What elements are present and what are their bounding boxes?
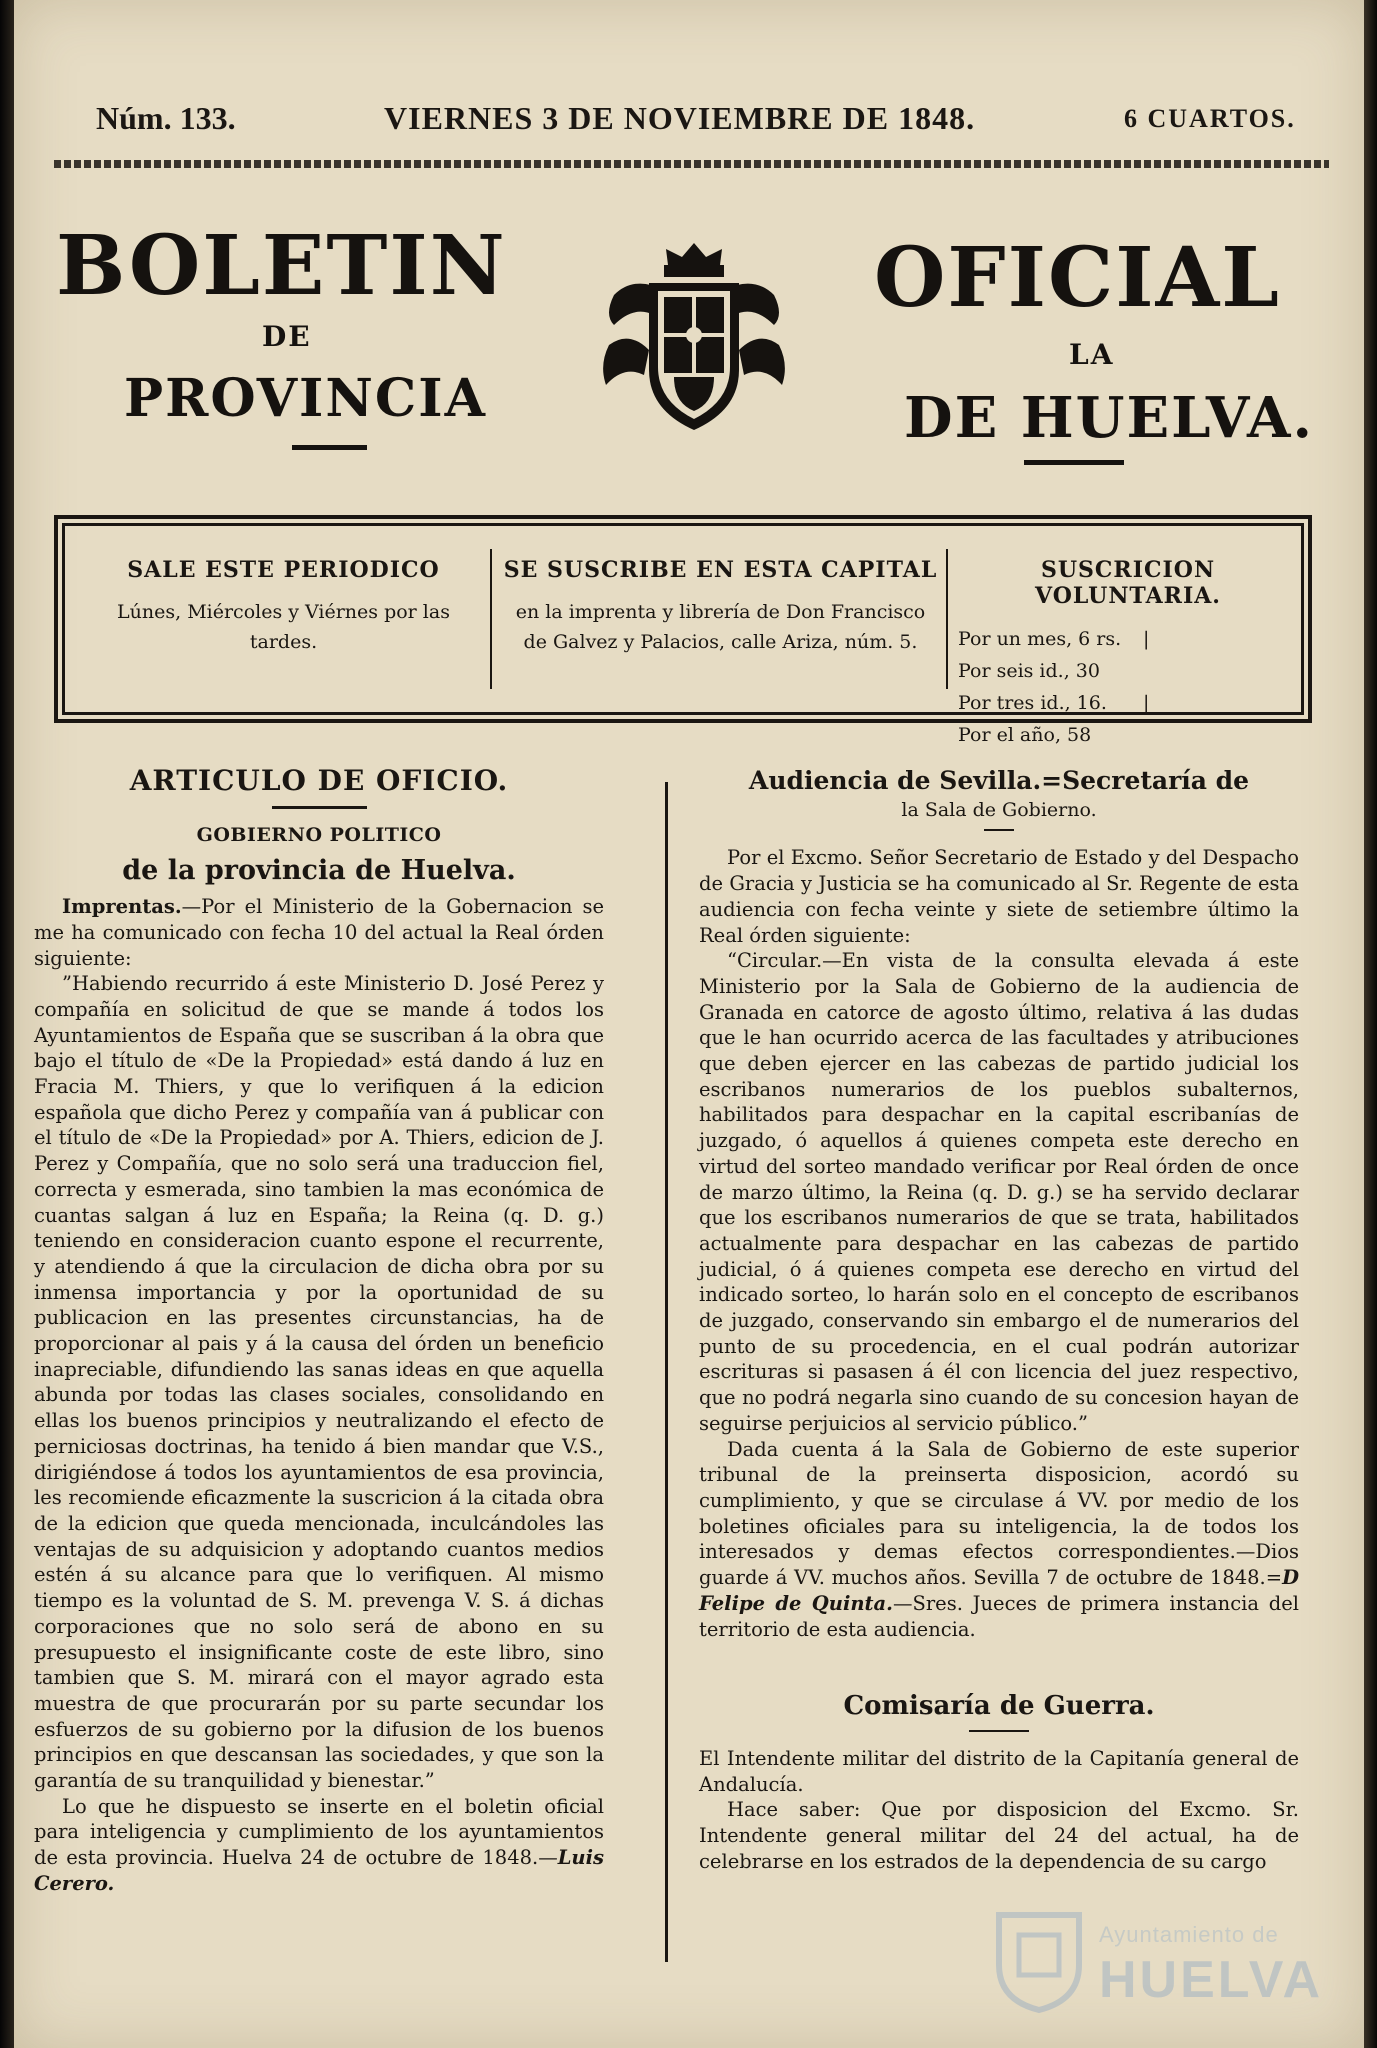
title-rule (272, 806, 367, 809)
paragraph-text: Lo que he dispuesto se inserte en el boletin oficial para inteligencia y cumplimiento de los ayuntamientos de esta provincia. Huelva 24 de octubre de 1848.— (34, 1794, 604, 1870)
masthead-bar-right (1024, 460, 1124, 465)
subscription-box (54, 515, 1312, 746)
issue-line (44, 100, 1324, 145)
price-row (958, 623, 1298, 687)
left-column (34, 764, 604, 1897)
paragraph-label: Imprentas. (62, 895, 182, 919)
coat-of-arms-icon (594, 235, 794, 445)
subscription-place (503, 557, 938, 657)
issue-number: Núm. 133. (96, 100, 236, 136)
box-divider (490, 549, 492, 689)
section-title: ARTICULO DE OFICIO. (129, 764, 509, 797)
article-paragraph: El Intendente militar del distrito de la Capitanía general de Andalucía. (699, 1746, 1299, 1796)
issue-date: VIERNES 3 DE NOVIEMBRE DE 1848. (384, 100, 976, 136)
newspaper-page (14, 0, 1364, 2048)
title-rule (984, 829, 1014, 831)
masthead (44, 190, 1334, 490)
right-column (699, 768, 1299, 1874)
gobierno-heading: GOBIERNO POLITICO (196, 823, 442, 846)
watermark (989, 1900, 1324, 2030)
price-row (958, 687, 1298, 751)
article-paragraph (699, 1437, 1299, 1643)
subscription-prices-title: SUSCRICION VOLUNTARIA. (1035, 557, 1221, 609)
box-divider (946, 549, 948, 689)
column-divider (665, 782, 668, 1962)
watermark-line2: HUELVA (1099, 1951, 1324, 2009)
paragraph-text: —Sres. Jueces de primera instancia del territorio de esta audiencia. (699, 1591, 1299, 1641)
price-sep: | (1143, 692, 1150, 714)
signature: Luis Cerero. (34, 1846, 604, 1895)
price-cell: Por tres id., 16. (958, 692, 1107, 714)
signature: D Felipe de Quinta. (699, 1566, 1299, 1615)
article-paragraph (34, 894, 604, 971)
masthead-boletin: BOLETIN (56, 218, 507, 314)
price-cell: Por seis id., 30 (958, 660, 1100, 682)
scan-edge-right (1364, 0, 1377, 2048)
masthead-provincia: PROVINCIA (124, 368, 487, 429)
article-paragraph: “Circular.—En vista de la consulta elevada á este Ministerio por la Sala de Gobierno de la audiencia de Granada en catorce de agosto último, relativa á las dudas que le han ocurrido acerca de las facultades y atribuciones que deben ejercer en las cabezas de partido judicial los escribanos numerarios de los pueblos subalternos, habilitados para despachar en la capital escribanías de juzgado, ó aquellos á quienes competa este derecho en virtud del sorteo mandado verificar por Real órden de once de marzo último, la Reina (q. D. g.) se ha servido declarar que los escribanos numerarios de que se trata, habilitados actualmente para despachar en las cabezas de partido judicial, ó á quienes competa ese derecho en virtud del indicado sorteo, lo harán solo en el concepto de escribanos de juzgado, conservando sin embargo el de numerarios del punto de su procedencia, en el cual podrán autorizar escrituras si pasasen á él con licencia del juez respectivo, que no podrá negarla sino cuando de su concesion hayan de seguirse perjuicios al servicio público.” (699, 949, 1299, 1435)
subscription-place-title: SE SUSCRIBE EN ESTA CAPITAL (503, 557, 938, 583)
ayuntamiento-logo-icon (989, 1905, 1089, 2015)
article-paragraph: Hace saber: Que por disposicion del Excmo. Sr. Intendente general militar del 24 del actual, ha de celebrarse en los estrados de la dependencia de su cargo (699, 1798, 1299, 1873)
publication-days-text: Lúnes, Miércoles y Viérnes por las tardes. (117, 601, 450, 653)
comisaria-heading: Comisaría de Guerra. (843, 1691, 1155, 1722)
publication-days-title: SALE ESTE PERIODICO (127, 557, 440, 583)
audiencia-subheading: la Sala de Gobierno. (901, 798, 1097, 821)
title-rule (969, 1730, 1029, 1732)
masthead-la: LA (1069, 338, 1115, 371)
provincia-heading: de la provincia de Huelva. (122, 855, 516, 887)
price-sep: | (1143, 628, 1150, 650)
price-table (958, 623, 1298, 751)
publication-days (86, 557, 481, 657)
scan-edge-left (0, 0, 14, 2048)
masthead-bar-left (292, 445, 367, 450)
masthead-de: DE (262, 320, 312, 353)
paragraph-text: —Por el Ministerio de la Gobernacion se me ha comunicado con fecha 10 del actual la Real órden siguiente: (34, 895, 604, 970)
price-cell: Por un mes, 6 rs. (958, 628, 1122, 650)
price-cell: Por el año, 58 (958, 724, 1092, 746)
ornamental-rule (54, 160, 1329, 168)
paragraph-text: Dada cuenta á la Sala de Gobierno de este superior tribunal de la preinserta disposicion, acordó su cumplimiento, y que se circulase á VV. por medio de los boletines oficiales para su inteligencia, la de todos los interesados y demas efectos correspondientes.—Dios guarde á VV. muchos años. Sevilla 7 de octubre de 1848.= (699, 1437, 1299, 1590)
article-paragraph (34, 1794, 604, 1897)
article-paragraph: Por el Excmo. Señor Secretario de Estado y del Despacho de Gracia y Justicia se ha comunicado al Sr. Regente de esta audiencia con fecha veinte y siete de setiembre último la Real órden siguiente: (699, 846, 1299, 947)
watermark-line1: Ayuntamiento de (1099, 1922, 1279, 1947)
masthead-de-huelva: DE HUELVA. (904, 385, 1314, 451)
masthead-oficial: OFICIAL (874, 230, 1281, 326)
issue-price: 6 CUARTOS. (1124, 104, 1296, 133)
article-paragraph: ”Habiendo recurrido á este Ministerio D. José Perez y compañía en solicitud de que se mande á todos los Ayuntamientos de España que se suscriban á la obra que bajo el título de «De la Propiedad» está dando á luz en Fracia M. Thiers, y que lo verifiquen á la edicion española que dicho Perez y compañía van á publicar con el título de «De la Propiedad» por A. Thiers, edicion de J. Perez y Compañía, que no solo será una traduccion fiel, correcta y esmerada, sino tambien la mas económica de cuantas salgan á luz en España; la Reina (q. D. g.) teniendo en consideracion cuanto espone el recurrente, y atendiendo á que la circulacion de dicha obra por su inmensa importancia y por la oportunidad de su publicacion en las presentes circunstancias, ha de proporcionar al pais y á la causa del órden un beneficio inapreciable, difundiendo las sanas ideas en que aquella abunda por todas las clases sociales, consolidando en ellas los buenos principios y neutralizando el efecto de perniciosas doctrinas, ha tenido á bien mandar que V.S., dirigiéndose á todos los ayuntamientos de esa provincia, les recomiende eficazmente la suscricion á la citada obra de la edicion que queda mencionada, inculcándoles las ventajas de su adquisicion y adoptando cuantos medios estén á su alcance para que lo verifiquen. Al mismo tiempo es la voluntad de S. M. prevenga V. S. á dichas corporaciones que no solo será de abono en su presupuesto el insignificante coste de este libro, sino tambien que S. M. mirará con el mayor agrado esta muestra de que procurarán por su parte secundar los esfuerzos de su gobierno por la difusion de los buenos principios en que descansan las sociedades, y que son la garantía de su tranquilidad y bienestar.” (34, 972, 604, 1793)
subscription-prices (958, 557, 1298, 751)
subscription-place-text: en la imprenta y librería de Don Francisco de Galvez y Palacios, calle Ariza, núm. 5. (515, 601, 926, 653)
audiencia-heading: Audiencia de Sevilla.=Secretaría de (748, 766, 1250, 795)
